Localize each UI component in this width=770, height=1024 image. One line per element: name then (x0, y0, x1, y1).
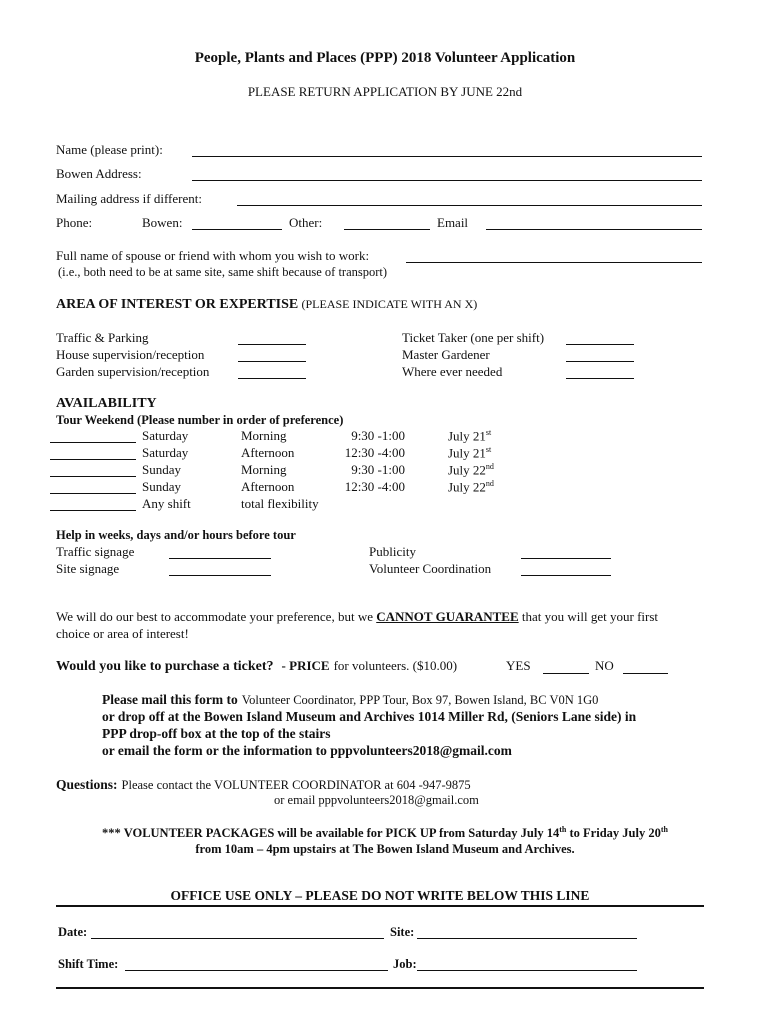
office-shift-label: Shift Time: (58, 957, 119, 971)
interest-item: Garden supervision/reception (56, 364, 210, 379)
avail-day: Sunday (142, 479, 181, 494)
help-item: Traffic signage (56, 544, 135, 559)
mailing-address-label: Mailing address if different: (56, 191, 202, 206)
preference-field[interactable] (50, 459, 136, 460)
no-label: NO (595, 658, 614, 673)
office-job-label: Job: (393, 957, 417, 971)
bowen-phone-label: Bowen: (142, 215, 183, 230)
bowen-address-field[interactable] (192, 180, 702, 181)
interest-item: Ticket Taker (one per shift) (402, 330, 545, 345)
avail-date-suffix: nd (485, 479, 494, 488)
price-label: - PRICE (281, 658, 330, 673)
packages-sup: th (559, 825, 567, 834)
availability-subheading: Tour Weekend (Please number in order of preference) (56, 413, 344, 427)
email-field[interactable] (486, 229, 702, 230)
avail-date-wrap (448, 445, 491, 461)
preference-field[interactable] (50, 493, 136, 494)
page-title: People, Plants and Places (PPP) 2018 Volunteer Application (194, 50, 576, 66)
avail-time: 9:30 -1:00 (351, 428, 405, 443)
office-heading: OFFICE USE ONLY – PLEASE DO NOT WRITE BELOW THIS LINE (170, 888, 590, 903)
avail-date-wrap (448, 428, 491, 444)
interest-check-field[interactable] (238, 378, 306, 379)
avail-shift: total flexibility (241, 496, 319, 511)
office-date-field[interactable] (91, 938, 384, 939)
avail-day: Sunday (142, 462, 181, 477)
avail-day: Any shift (142, 496, 191, 511)
interest-heading: AREA OF INTEREST OR EXPERTISE (56, 297, 299, 312)
help-item: Volunteer Coordination (369, 561, 492, 576)
interest-check-field[interactable] (566, 344, 634, 345)
interest-item: House supervision/reception (56, 347, 205, 362)
avail-day: Saturday (142, 445, 189, 460)
preference-field[interactable] (50, 476, 136, 477)
interest-check-field[interactable] (566, 378, 634, 379)
office-shift-field[interactable] (125, 970, 388, 971)
help-heading: Help in weeks, days and/or hours before tour (56, 528, 296, 542)
packages-line-2: from 10am – 4pm upstairs at The Bowen Island Museum and Archives. (195, 842, 575, 856)
avail-shift: Afternoon (241, 445, 295, 460)
office-bottom-rule (56, 987, 704, 989)
questions-line-1 (56, 776, 471, 794)
price-text: for volunteers. ($10.00) (333, 658, 458, 673)
preference-field[interactable] (50, 442, 136, 443)
office-date-label: Date: (58, 925, 88, 939)
avail-date: July 21 (448, 445, 486, 461)
name-label: Name (please print): (56, 142, 163, 157)
bowen-address-label: Bowen Address: (56, 166, 142, 181)
avail-time: 12:30 -4:00 (344, 445, 405, 460)
spouse-label: Full name of spouse or friend with whom you wish to work: (56, 248, 370, 263)
interest-note: (PLEASE INDICATE WITH AN X) (301, 297, 478, 311)
avail-date-suffix: nd (485, 462, 494, 471)
avail-shift: Morning (241, 428, 287, 443)
avail-date-wrap (448, 479, 494, 495)
mail-line-3: PPP drop-off box at the top of the stairs (102, 726, 331, 741)
preference-field[interactable] (50, 510, 136, 511)
interest-item: Traffic & Parking (56, 330, 149, 345)
availability-heading: AVAILABILITY (56, 396, 157, 411)
questions-label: Questions: (56, 777, 118, 792)
return-deadline: PLEASE RETURN APPLICATION BY JUNE 22nd (247, 84, 523, 99)
help-check-field[interactable] (169, 558, 271, 559)
avail-date: July 22 (448, 462, 486, 478)
interest-check-field[interactable] (566, 361, 634, 362)
office-job-field[interactable] (417, 970, 637, 971)
mail-lead: Please mail this form to (102, 692, 238, 707)
avail-day: Saturday (142, 428, 189, 443)
yes-label: YES (506, 658, 531, 673)
office-site-label: Site: (390, 925, 415, 939)
other-phone-field[interactable] (344, 229, 430, 230)
avail-date-wrap (448, 462, 494, 478)
ticket-question-wrap (56, 657, 457, 675)
interest-item: Master Gardener (402, 347, 490, 362)
email-label: Email (437, 215, 469, 230)
office-top-rule (56, 905, 704, 907)
phone-label: Phone: (56, 215, 93, 230)
avail-date-suffix: st (485, 428, 492, 437)
packages-line-1 (0, 825, 770, 841)
disclaimer-text: We will do our best to accommodate your preference, but we (56, 609, 377, 624)
mail-line-1 (102, 691, 598, 709)
questions-contact: Please contact the VOLUNTEER COORDINATOR at 604 -947-9875 (121, 778, 471, 792)
spouse-note: (i.e., both need to be at same site, same shift because of transport) (58, 265, 388, 279)
help-item: Publicity (369, 544, 416, 559)
interest-check-field[interactable] (238, 344, 306, 345)
interest-check-field[interactable] (238, 361, 306, 362)
ticket-question: Would you like to purchase a ticket? (56, 659, 274, 674)
disclaimer-line-2: choice or area of interest! (56, 626, 189, 641)
name-field[interactable] (192, 156, 702, 157)
help-check-field[interactable] (169, 575, 271, 576)
other-phone-label: Other: (289, 215, 323, 230)
interest-item: Where ever needed (402, 364, 503, 379)
spouse-field[interactable] (406, 262, 702, 263)
questions-email: or email pppvolunteers2018@gmail.com (274, 793, 479, 807)
avail-time: 12:30 -4:00 (344, 479, 405, 494)
packages-text: to Friday July 20 (566, 826, 661, 841)
mailing-address-field[interactable] (237, 205, 702, 206)
avail-date: July 22 (448, 479, 486, 495)
avail-time: 9:30 -1:00 (351, 462, 405, 477)
help-check-field[interactable] (521, 558, 611, 559)
avail-date-suffix: st (485, 445, 492, 454)
office-site-field[interactable] (417, 938, 637, 939)
interest-heading-wrap (56, 296, 477, 313)
mail-line-4: or email the form or the information to pppvolunteers2018@gmail.com (102, 743, 512, 758)
help-item: Site signage (56, 561, 120, 576)
mail-line-2: or drop off at the Bowen Island Museum and Archives 1014 Miller Rd, (Seniors Lane side) in (102, 709, 637, 724)
bowen-phone-field[interactable] (192, 229, 282, 230)
yes-field[interactable] (543, 673, 589, 674)
avail-date: July 21 (448, 428, 486, 444)
avail-shift: Afternoon (241, 479, 295, 494)
help-check-field[interactable] (521, 575, 611, 576)
no-field[interactable] (623, 673, 668, 674)
mail-address: Volunteer Coordinator, PPP Tour, Box 97, Bowen Island, BC V0N 1G0 (241, 693, 599, 707)
disclaimer-line-1 (56, 609, 658, 625)
packages-text: *** VOLUNTEER PACKAGES will be available for PICK UP from Saturday July 14 (102, 826, 560, 841)
cannot-guarantee: CANNOT GUARANTEE (376, 609, 519, 624)
avail-shift: Morning (241, 462, 287, 477)
disclaimer-text: that you will get your first (518, 609, 659, 624)
packages-sup: th (660, 825, 668, 834)
